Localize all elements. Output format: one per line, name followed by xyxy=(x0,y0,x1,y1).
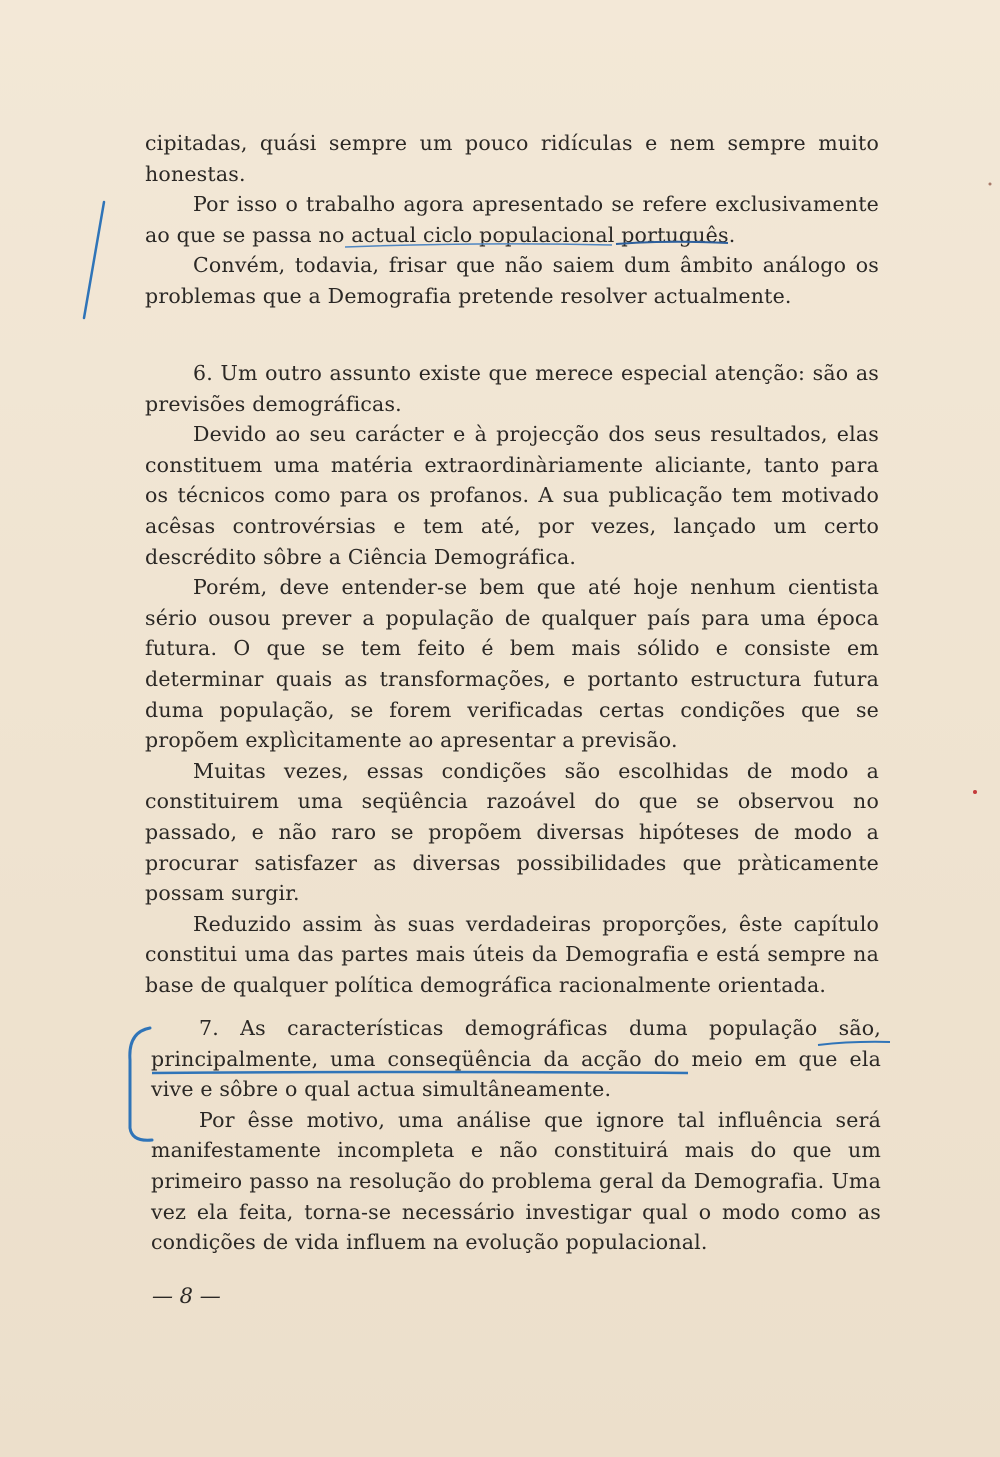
section-7 xyxy=(151,1013,881,1258)
paragraph: cipitadas, quási sempre um pouco ridículas e nem sempre muito honestas. xyxy=(145,131,879,186)
speck xyxy=(989,183,992,186)
section-6 xyxy=(145,358,879,1000)
paragraph: 7. As características demográficas duma população são, principalmente, uma conseqüência da acção do meio em que ela vive e sôbre o qual actua simultâneamente. xyxy=(151,1016,881,1102)
paragraph: Por êsse motivo, uma análise que ignore tal influência será manifestamente incompleta e não constituirá mais do que um primeiro passo na resolução do problema geral da Demografia. Uma vez ela feita, torna-se necessário investigar qual o modo como as condições de vida influem na evolução populacional. xyxy=(151,1107,881,1255)
paragraph: 6. Um outro assunto existe que merece especial atenção: são as previsões demográficas. xyxy=(145,361,879,416)
paragraph: Convém, todavia, frisar que não saiem dum âmbito análogo os problemas que a Demografia pretende resolver actualmente. xyxy=(145,253,879,308)
paragraph: Devido ao seu carácter e à projecção dos seus resultados, elas constituem uma matéria extraordinàriamente aliciante, tanto para os técnicos como para os profanos. A sua publicação tem motivado acêsas controvérsias e tem até, por vezes, lançado um certo descrédito sôbre a Ciência Demográfica. xyxy=(145,422,879,569)
speck xyxy=(973,790,977,794)
paragraph: Porém, deve entender-se bem que até hoje nenhum cientista sério ousou prever a população de qualquer país para uma época futura. O que se tem feito é bem mais sólido e consiste em determinar quais as transformações, e portanto estructura futura duma população, se forem verificadas certas condições que se propõem explìcitamente ao apresentar a previsão. xyxy=(145,575,879,753)
page-number: — 8 — xyxy=(152,1284,221,1308)
margin-line-annotation xyxy=(84,202,104,318)
paragraph: Reduzido assim às suas verdadeiras proporções, êste capítulo constitui uma das partes mais úteis da Demografia e está sempre na base de qualquer política demográfica racionalmente orientada. xyxy=(145,911,879,997)
intro-section xyxy=(145,128,879,312)
paragraph: Por isso o trabalho agora apresentado se refere exclusivamente ao que se passa no actual ciclo populacional português. xyxy=(145,192,879,247)
bracket-annotation xyxy=(130,1028,152,1140)
paragraph: Muitas vezes, essas condições são escolhidas de modo a constituirem uma seqüência razoável do que se observou no passado, e não raro se propõem diversas hipóteses de modo a procurar satisfazer as diversas possibilidades que pràticamente possam surgir. xyxy=(145,758,879,906)
